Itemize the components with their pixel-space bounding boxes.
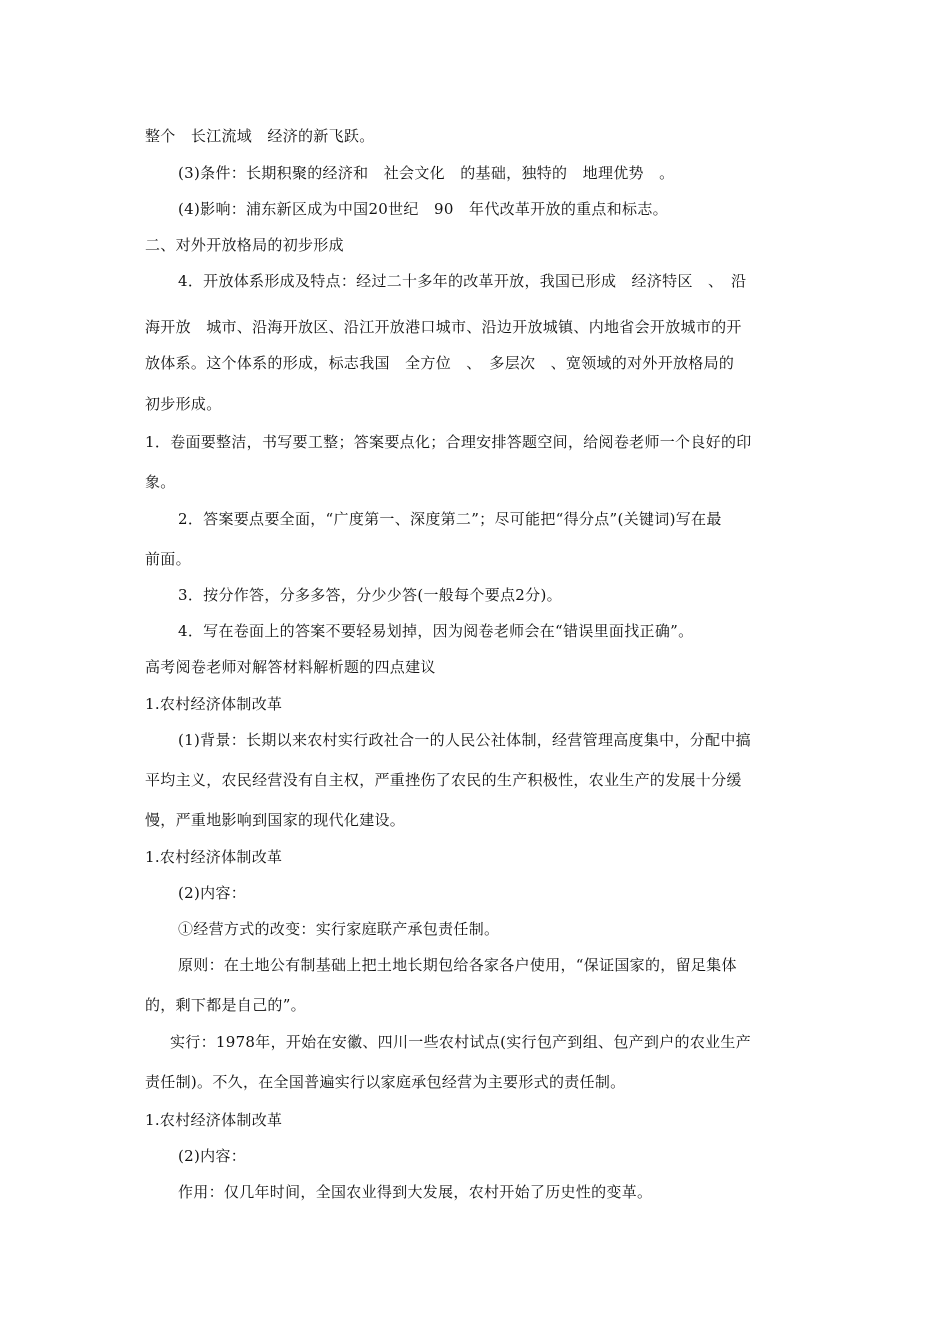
section-heading: 二、对外开放格局的初步形成 bbox=[145, 236, 344, 254]
text-line: 原则：在土地公有制基础上把土地长期包给各家各户使用，“保证国家的，留足集体 bbox=[178, 956, 737, 974]
text-line: 3．按分作答，分多多答，分少少答(一般每个要点2分)。 bbox=[178, 586, 562, 604]
text-line: 象。 bbox=[145, 473, 176, 491]
text-line: (3)条件：长期积聚的经济和 社会文化 的基础，独特的 地理优势 。 bbox=[178, 164, 675, 182]
text-line: (2)内容： bbox=[178, 1147, 247, 1165]
section-heading: 高考阅卷老师对解答材料解析题的四点建议 bbox=[145, 658, 436, 676]
text-line: 4．开放体系形成及特点：经过二十多年的改革开放，我国已形成 经济特区 、 沿 bbox=[178, 272, 747, 290]
section-heading: 1.农村经济体制改革 bbox=[145, 1111, 283, 1129]
section-heading: 1.农村经济体制改革 bbox=[145, 695, 283, 713]
text-line: 海开放 城市、沿海开放区、沿江开放港口城市、沿边开放城镇、内地省会开放城市的开 bbox=[145, 318, 742, 336]
text-line: 2．答案要点要全面，“广度第一、深度第二”；尽可能把“得分点”(关键词)写在最 bbox=[178, 510, 722, 528]
text-line: 实行：1978年，开始在安徽、四川一些农村试点(实行包产到组、包产到户的农业生产 bbox=[170, 1033, 752, 1051]
text-line: 慢，严重地影响到国家的现代化建设。 bbox=[145, 811, 406, 829]
text-line: 的，剩下都是自己的”。 bbox=[145, 996, 306, 1014]
text-line: 1．卷面要整洁，书写要工整；答案要点化；合理安排答题空间，给阅卷老师一个良好的印 bbox=[145, 433, 752, 451]
text-line: 整个 长江流域 经济的新飞跃。 bbox=[145, 127, 375, 145]
text-line: 作用：仅几年时间，全国农业得到大发展，农村开始了历史性的变革。 bbox=[178, 1183, 653, 1201]
text-line: (1)背景：长期以来农村实行政社合一的人民公社体制，经营管理高度集中，分配中搞 bbox=[178, 731, 751, 749]
text-line: 前面。 bbox=[145, 550, 191, 568]
text-line: 初步形成。 bbox=[145, 395, 222, 413]
text-line: 责任制)。不久，在全国普遍实行以家庭承包经营为主要形式的责任制。 bbox=[145, 1073, 626, 1091]
text-line: 4．写在卷面上的答案不要轻易划掉，因为阅卷老师会在“错误里面找正确”。 bbox=[178, 622, 694, 640]
text-line: 放体系。这个体系的形成，标志我国 全方位 、 多层次 、宽领域的对外开放格局的 bbox=[145, 354, 735, 372]
text-line: 平均主义，农民经营没有自主权，严重挫伤了农民的生产积极性，农业生产的发展十分缓 bbox=[145, 771, 742, 789]
text-line: ①经营方式的改变：实行家庭联产承包责任制。 bbox=[178, 920, 500, 938]
text-line: (4)影响：浦东新区成为中国20世纪 90 年代改革开放的重点和标志。 bbox=[178, 200, 668, 218]
section-heading: 1.农村经济体制改革 bbox=[145, 848, 283, 866]
text-line: (2)内容： bbox=[178, 884, 247, 902]
